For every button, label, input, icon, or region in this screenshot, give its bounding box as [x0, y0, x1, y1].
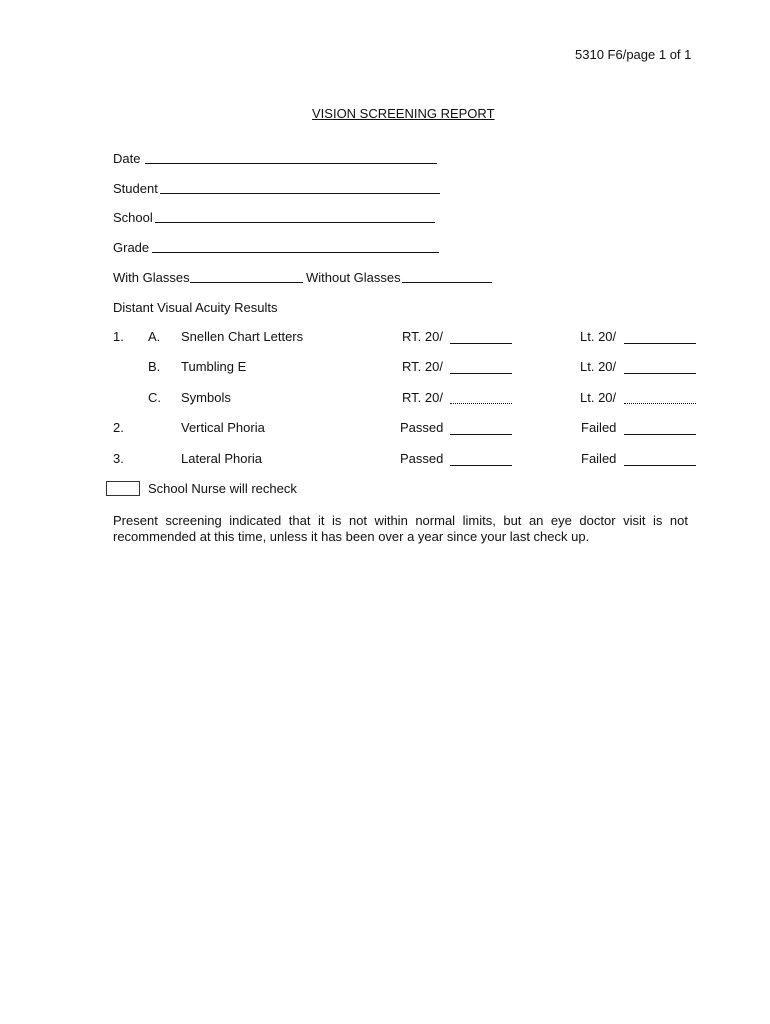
failed-field[interactable]	[624, 434, 696, 435]
row-number: 1.	[113, 329, 124, 344]
without-glasses-label: Without Glasses	[306, 270, 401, 285]
left-eye-field[interactable]	[624, 403, 696, 404]
date-label: Date	[113, 151, 141, 166]
failed-field[interactable]	[624, 465, 696, 466]
student-field[interactable]	[160, 193, 440, 194]
left-eye-field[interactable]	[624, 343, 696, 344]
right-eye-field[interactable]	[450, 343, 512, 344]
right-eye-label: RT. 20/	[402, 359, 443, 374]
row-number: 2.	[113, 420, 124, 435]
left-eye-field[interactable]	[624, 373, 696, 374]
passed-label: Passed	[400, 420, 444, 435]
right-eye-field[interactable]	[450, 403, 512, 404]
test-name: Vertical Phoria	[181, 420, 265, 435]
passed-label: Passed	[400, 451, 444, 466]
failed-label: Failed	[581, 451, 617, 466]
passed-field[interactable]	[450, 465, 512, 466]
test-name: Symbols	[181, 390, 231, 405]
page-reference: 5310 F6/page 1 of 1	[575, 47, 692, 62]
left-eye-label: Lt. 20/	[580, 329, 617, 344]
date-field[interactable]	[145, 163, 437, 164]
school-field[interactable]	[155, 222, 435, 223]
section-heading: Distant Visual Acuity Results	[113, 300, 278, 315]
row-letter: C.	[148, 390, 161, 405]
without-glasses-field[interactable]	[402, 282, 492, 283]
right-eye-field[interactable]	[450, 373, 512, 374]
row-letter: B.	[148, 359, 161, 374]
row-letter: A.	[148, 329, 161, 344]
screening-note: Present screening indicated that it is not within normal limits, but an eye doctor visit is not recommended at this time, unless it has been over a year since your last check up.	[113, 513, 688, 544]
test-name: Lateral Phoria	[181, 451, 262, 466]
left-eye-label: Lt. 20/	[580, 359, 617, 374]
failed-label: Failed	[581, 420, 617, 435]
grade-field[interactable]	[152, 252, 439, 253]
with-glasses-label: With Glasses	[113, 270, 190, 285]
grade-label: Grade	[113, 240, 150, 255]
student-label: Student	[113, 181, 158, 196]
recheck-checkbox[interactable]	[106, 481, 140, 496]
test-name: Snellen Chart Letters	[181, 329, 304, 344]
recheck-label: School Nurse will recheck	[148, 481, 297, 496]
right-eye-label: RT. 20/	[402, 390, 443, 405]
document-title: VISION SCREENING REPORT	[312, 106, 495, 121]
passed-field[interactable]	[450, 434, 512, 435]
school-label: School	[113, 210, 153, 225]
row-number: 3.	[113, 451, 124, 466]
right-eye-label: RT. 20/	[402, 329, 443, 344]
with-glasses-field[interactable]	[190, 282, 303, 283]
left-eye-label: Lt. 20/	[580, 390, 617, 405]
test-name: Tumbling E	[181, 359, 247, 374]
